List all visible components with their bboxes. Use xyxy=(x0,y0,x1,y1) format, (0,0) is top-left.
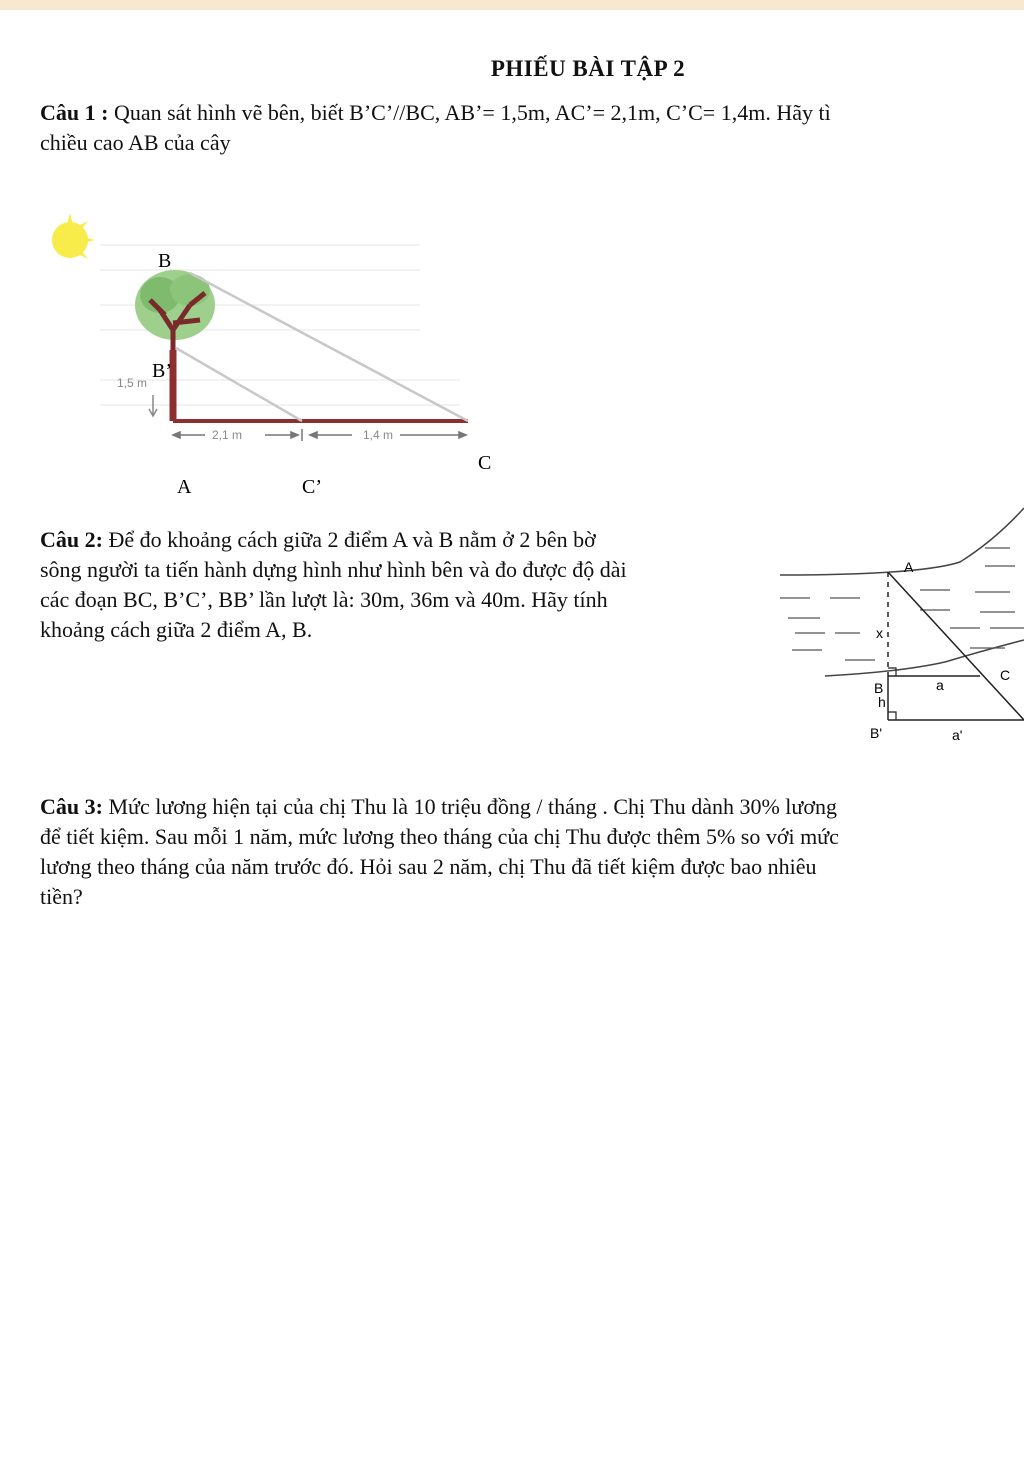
ray-b-prime-c-prime xyxy=(176,348,302,421)
question-3-line-4: tiền? xyxy=(40,884,83,909)
ray-bc xyxy=(190,273,468,421)
question-2-line-1: Để đo khoảng cách giữa 2 điểm A và B nằm ở 2 bên bờ xyxy=(108,527,596,552)
right-angle-b-prime xyxy=(888,712,896,720)
sun-icon xyxy=(52,213,95,259)
water-dashes xyxy=(780,548,1024,660)
far-river-bank xyxy=(780,508,1024,575)
label-1-5m: 1,5 m xyxy=(117,376,148,390)
label-2-1m: 2,1 m xyxy=(212,428,243,442)
river-figure xyxy=(770,500,1024,750)
question-1 xyxy=(40,98,831,158)
right-angle-b xyxy=(888,668,896,676)
point-a-label: A xyxy=(177,476,192,498)
top-bar xyxy=(0,0,1024,10)
label-1-4m: 1,4 m xyxy=(363,428,394,442)
a-label: a xyxy=(936,677,944,693)
question-2-label: Câu 2: xyxy=(40,527,103,552)
point-b-label: B xyxy=(158,250,172,272)
tree-crown xyxy=(135,270,215,350)
page-title: PHIẾU BÀI TẬP 2 xyxy=(490,56,686,81)
question-2 xyxy=(40,525,627,645)
question-1-label: Câu 1 : xyxy=(40,100,109,125)
tree-shadow-figure xyxy=(40,205,510,505)
question-1-line-2: chiều cao AB của cây xyxy=(40,130,231,155)
point-c-label: C xyxy=(478,452,492,474)
point-c-prime-label: C’ xyxy=(302,476,322,498)
question-3-line-1: Mức lương hiện tại của chị Thu là 10 triệu đồng / tháng . Chị Thu dành 30% lương xyxy=(108,794,837,819)
point-b-prime-label: B’ xyxy=(152,360,172,382)
question-2-line-3: các đoạn BC, B’C’, BB’ lần lượt là: 30m, 36m và 40m. Hãy tính xyxy=(40,587,608,612)
point-c-label: C xyxy=(1000,667,1011,683)
point-b-label: B xyxy=(874,680,884,696)
point-b-prime-label: B' xyxy=(870,725,883,741)
question-3-label: Câu 3: xyxy=(40,794,103,819)
near-river-bank xyxy=(825,640,1024,676)
point-a-label: A xyxy=(904,559,914,575)
question-1-line-1: Quan sát hình vẽ bên, biết B’C’//BC, AB’= 1,5m, AC’= 2,1m, C’C= 1,4m. Hãy tì xyxy=(113,100,831,125)
question-3-line-2: để tiết kiệm. Sau mỗi 1 năm, mức lương theo tháng của chị Thu được thêm 5% so với mức xyxy=(40,824,839,849)
question-2-line-4: khoảng cách giữa 2 điểm A, B. xyxy=(40,617,313,642)
question-2-line-2: sông người ta tiến hành dựng hình như hình bên và đo được độ dài xyxy=(40,557,627,582)
question-3 xyxy=(40,792,839,912)
distance-x-label: x xyxy=(876,625,883,641)
a-prime-label: a' xyxy=(952,727,963,743)
question-3-line-3: lương theo tháng của năm trước đó. Hỏi sau 2 năm, chị Thu đã tiết kiệm được bao nhiêu xyxy=(40,854,817,879)
h-label: h xyxy=(878,694,886,710)
